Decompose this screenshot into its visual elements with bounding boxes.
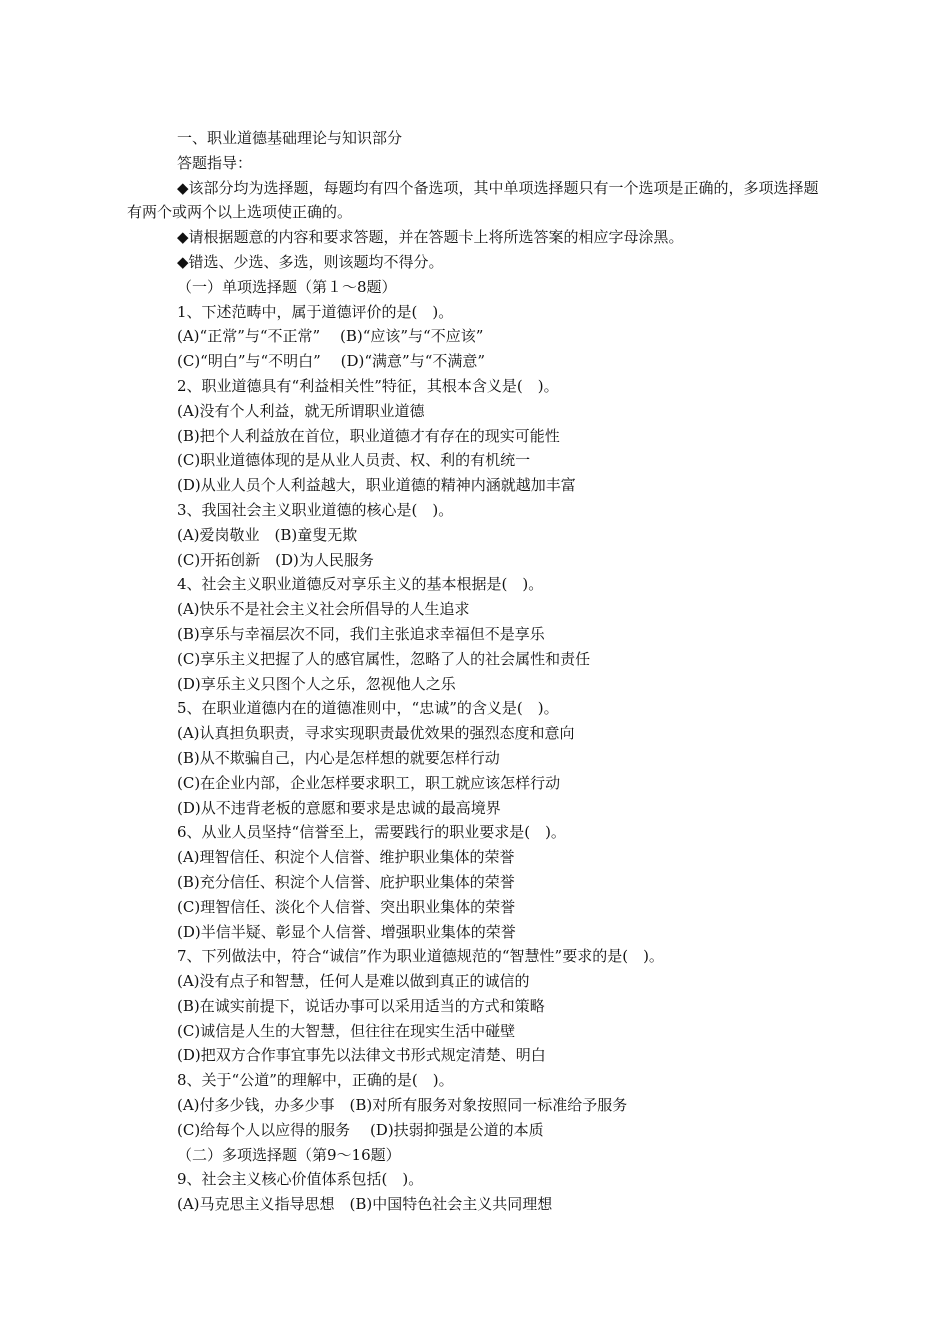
question-option: (B)从不欺骗自己，内心是怎样想的就要怎样行动	[177, 748, 500, 767]
question-option: (C)开拓创新 (D)为人民服务	[177, 550, 374, 569]
question-stem: 9、社会主义核心价值体系包括( )。	[177, 1170, 424, 1189]
question-option: (B)充分信任、积淀个人信誉、庇护职业集体的荣誉	[177, 872, 515, 891]
question-option: (A)理智信任、积淀个人信誉、维护职业集体的荣誉	[177, 848, 515, 867]
part1-heading: （一）单项选择题（第１～8题）	[177, 277, 397, 296]
question-option: (D)半信半疑、彰显个人信誉、增强职业集体的荣誉	[177, 922, 516, 941]
question-option: (C)诚信是人生的大智慧，但往往在现实生活中碰壁	[177, 1021, 516, 1040]
question-option: (B)在诚实前提下，说话办事可以采用适当的方式和策略	[177, 996, 545, 1015]
question-option: (A)认真担负职责，寻求实现职责最优效果的强烈态度和意向	[177, 724, 575, 743]
question-option: (D)从不违背老板的意愿和要求是忠诚的最高境界	[177, 798, 501, 817]
question-option: (C)享乐主义把握了人的感官属性，忽略了人的社会属性和责任	[177, 649, 591, 668]
question-option: (A)付多少钱，办多少事 (B)对所有服务对象按照同一标准给予服务	[177, 1096, 628, 1115]
part2-heading: （二）多项选择题（第9～16题）	[177, 1145, 401, 1164]
question-option: (D)享乐主义只图个人之乐，忽视他人之乐	[177, 674, 456, 693]
question-stem: 8、关于“公道”的理解中，正确的是( )。	[177, 1071, 454, 1090]
document-body	[127, 126, 830, 1217]
question-option: (D)从业人员个人利益越大，职业道德的精神内涵就越加丰富	[177, 476, 576, 495]
question-stem: 2、职业道德具有“利益相关性”特征，其根本含义是( )。	[177, 376, 559, 395]
question-stem: 4、社会主义职业道德反对享乐主义的基本根据是( )。	[177, 575, 544, 594]
question-option: (C)职业道德体现的是从业人员责、权、利的有机统一	[177, 451, 531, 470]
question-option: (A)爱岗敬业 (B)童叟无欺	[177, 525, 358, 544]
question-option: (C)在企业内部，企业怎样要求职工，职工就应该怎样行动	[177, 773, 561, 792]
question-option: (B)把个人利益放在首位，职业道德才有存在的现实可能性	[177, 426, 560, 445]
question-stem: 1、下述范畴中，属于道德评价的是( )。	[177, 302, 454, 321]
guide-label: 答题指导：	[177, 153, 253, 172]
question-option: (A)“正常”与“不正常” (B)“应该”与“不应该”	[177, 327, 484, 346]
section-title: 一、职业道德基础理论与知识部分	[177, 129, 403, 147]
question-option: (A)没有点子和智慧，任何人是难以做到真正的诚信的	[177, 972, 530, 991]
question-stem: 7、下列做法中，符合“诚信”作为职业道德规范的“智慧性”要求的是( )。	[177, 947, 664, 966]
question-stem: 5、在职业道德内在的道德准则中，“忠诚”的含义是( )。	[177, 699, 559, 718]
guide-item: ◆请根据题意的内容和要求答题，并在答题卡上将所选答案的相应字母涂黑。	[177, 228, 684, 247]
question-option: (A)马克思主义指导思想 (B)中国特色社会主义共同理想	[177, 1195, 553, 1214]
question-option: (C)“明白”与“不明白” (D)“满意”与“不满意”	[177, 352, 486, 371]
question-stem: 3、我国社会主义职业道德的核心是( )。	[177, 500, 454, 519]
question-option: (C)给每个人以应得的服务 (D)扶弱抑强是公道的本质	[177, 1120, 544, 1139]
question-option: (C)理智信任、淡化个人信誉、突出职业集体的荣誉	[177, 897, 516, 916]
guide-item: ◆该部分均为选择题，每题均有四个备选项，其中单项选择题只有一个选项是正确的，多项选择题有两个或两个以上选项使正确的。	[127, 178, 819, 222]
question-option: (B)享乐与幸福层次不同，我们主张追求幸福但不是享乐	[177, 624, 545, 643]
question-stem: 6、从业人员坚持“信誉至上，需要践行的职业要求是( )。	[177, 823, 566, 842]
question-option: (A)快乐不是社会主义社会所倡导的人生追求	[177, 600, 470, 619]
guide-item: ◆错选、少选、多选，则该题均不得分。	[177, 252, 444, 271]
question-option: (A)没有个人利益，就无所谓职业道德	[177, 401, 425, 420]
question-option: (D)把双方合作事宜事先以法律文书形式规定清楚、明白	[177, 1046, 546, 1065]
